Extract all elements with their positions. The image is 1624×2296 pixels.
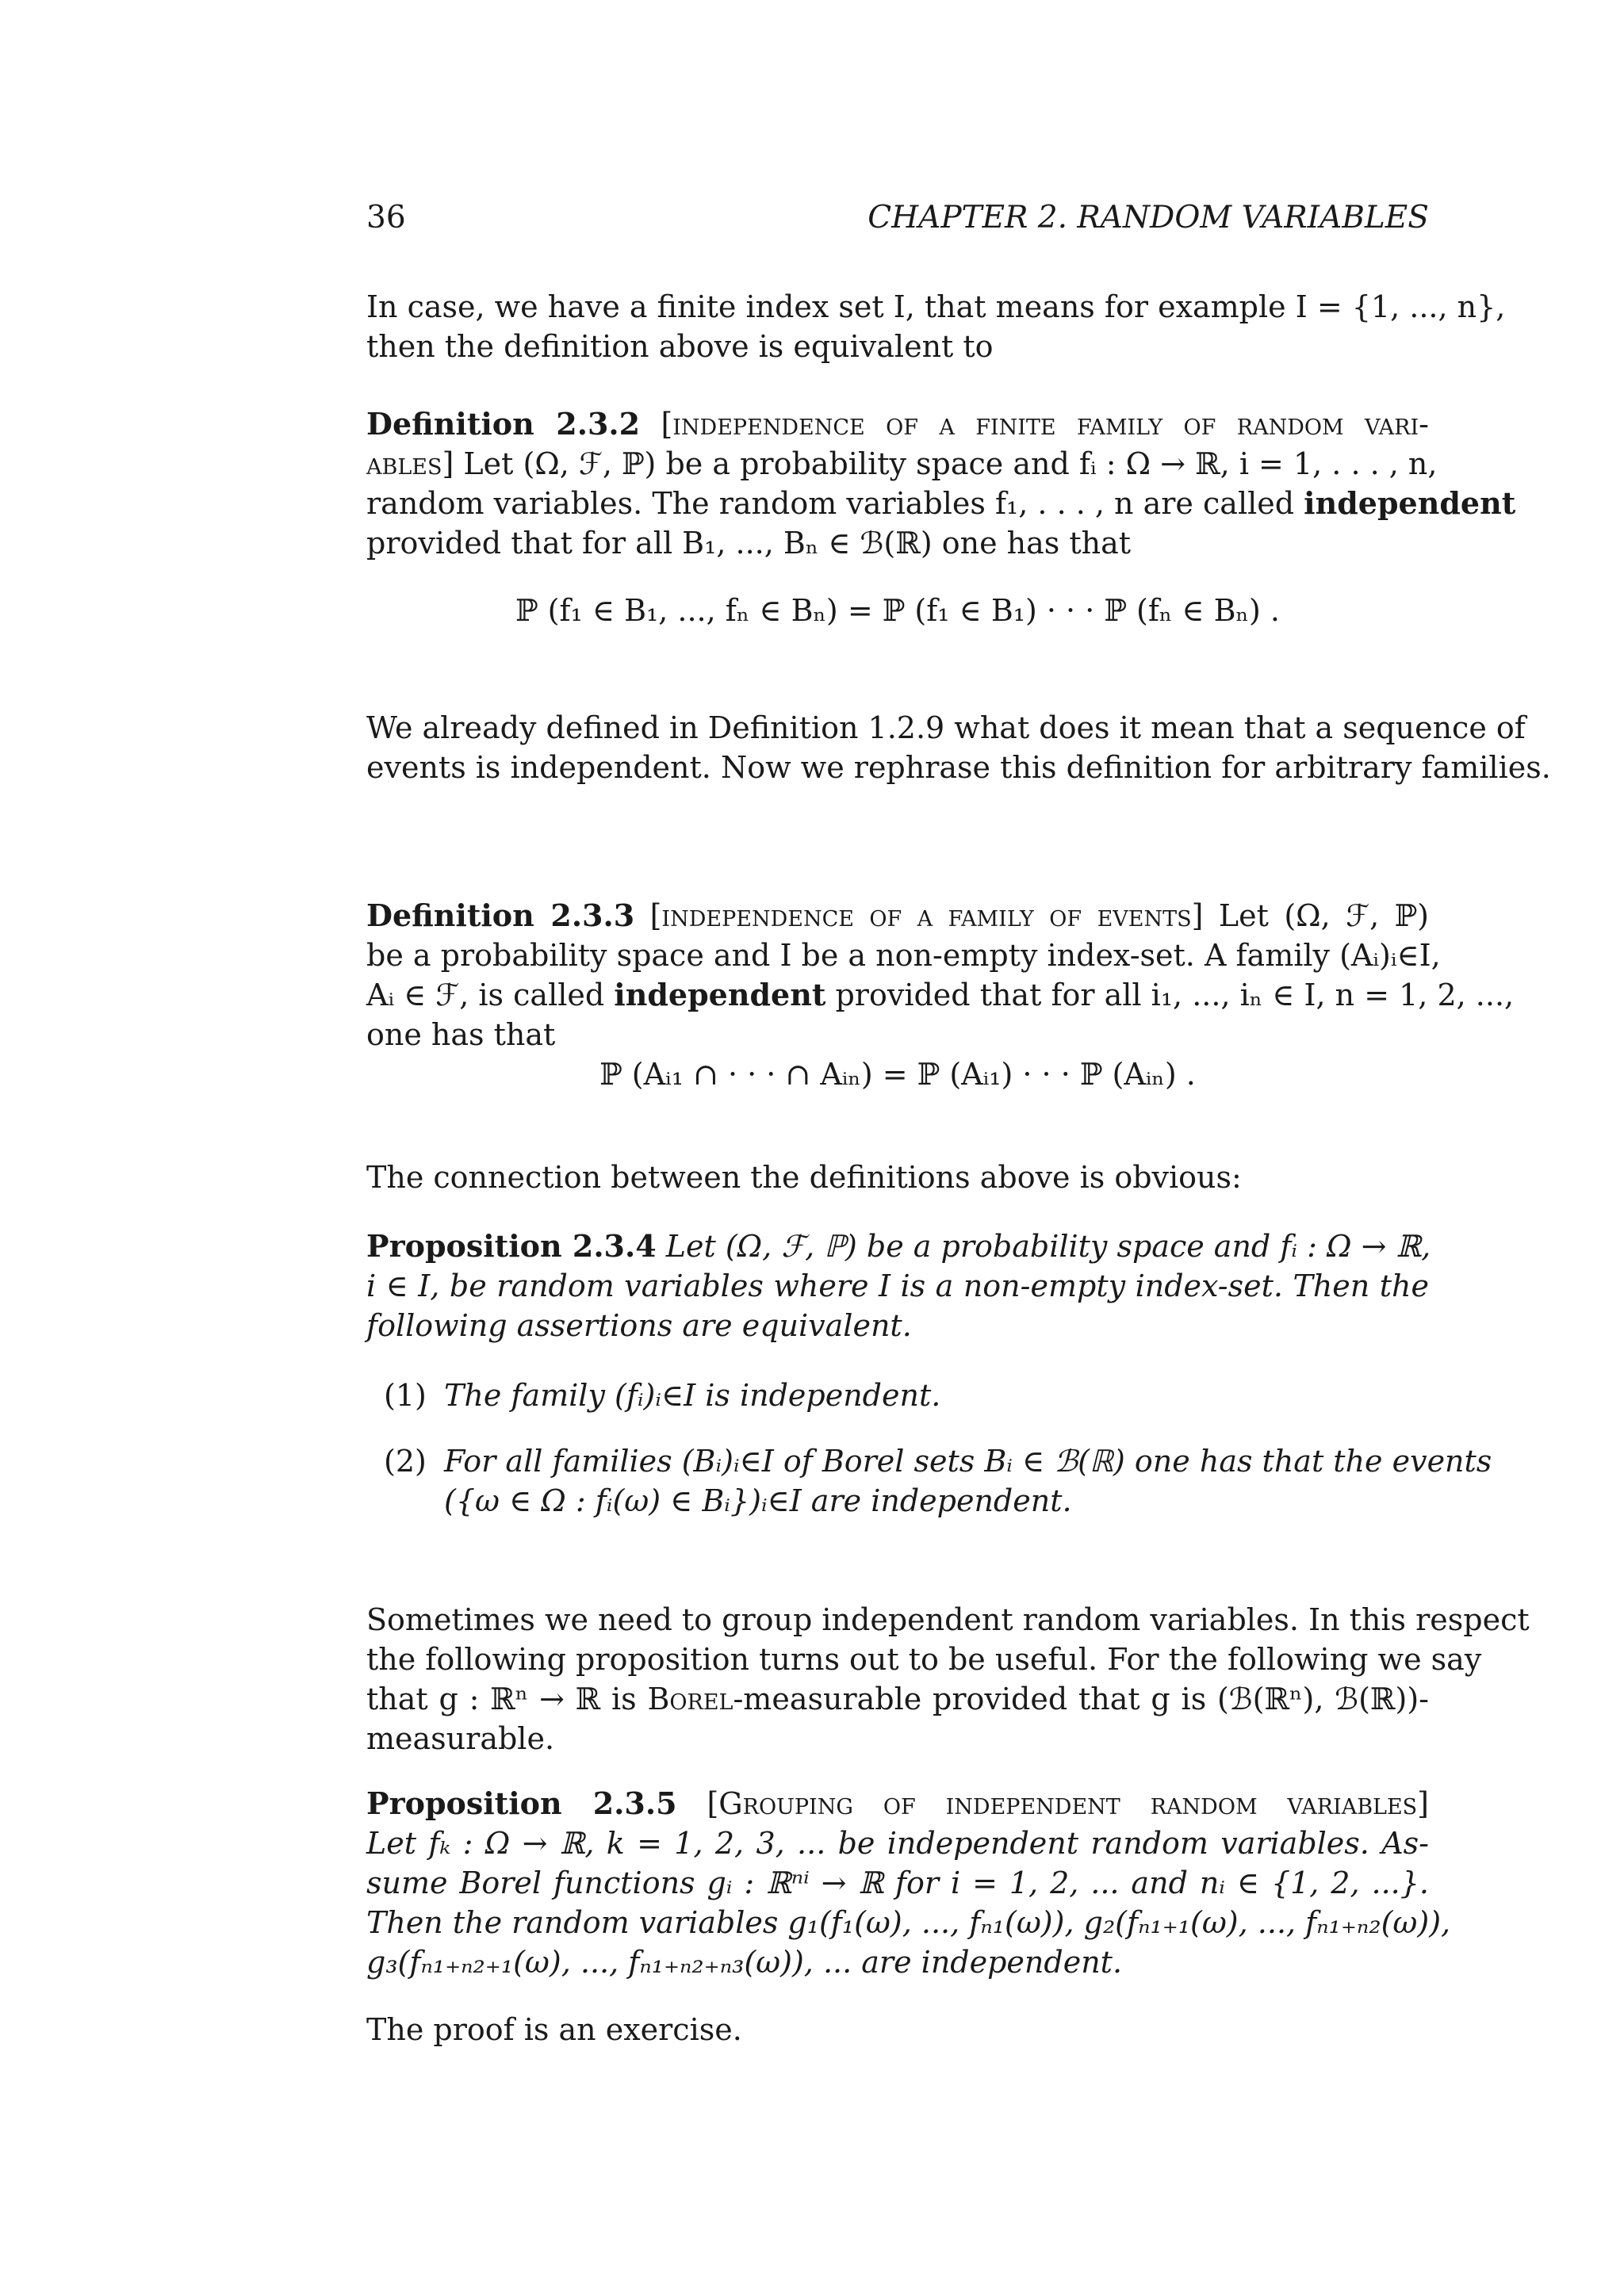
text-line [366, 975, 1515, 1015]
closing-paragraph [366, 2010, 1429, 2049]
paragraph-text: that g : ℝⁿ → ℝ is [366, 1682, 648, 1716]
events-paragraph [366, 708, 1551, 787]
proposition-label: Proposition 2.3.5 [366, 1785, 677, 1821]
definition-label: Definition 2.3.3 [366, 897, 635, 933]
text-line: following assertions are equivalent. [366, 1308, 912, 1343]
definition-text: Let (Ω, ℱ, ℙ) be a probability space and fᵢ : Ω → ℝ, i = 1, . . . , n, [454, 446, 1438, 481]
text-line [366, 444, 1438, 484]
definition-text: Aᵢ ∈ ℱ, is called [366, 978, 615, 1012]
list-item-body [444, 1441, 1492, 1521]
list-item-label: (1) [384, 1378, 427, 1413]
text-line: sume Borel functions gᵢ : ℝⁿⁱ → ℝ for i = 1, 2, ... and nᵢ ∈ {1, 2, ...}. [366, 1866, 1429, 1900]
intro-paragraph [366, 287, 1506, 366]
definition-text: provided that for all i₁, ..., iₙ ∈ I, n = 1, 2, ..., [825, 978, 1515, 1012]
grouping-paragraph [366, 1600, 1530, 1758]
proposition-label: Proposition 2.3.4 [366, 1228, 657, 1264]
proposition-2-3-4 [366, 1226, 1429, 1345]
equation-finite-independence: ℙ (f₁ ∈ B₁, ..., fₙ ∈ Bₙ) = ℙ (f₁ ∈ B₁) · · · ℙ (fₙ ∈ Bₙ) . [515, 593, 1280, 628]
term-independent: independent [1304, 485, 1516, 521]
list-item-body [444, 1376, 1429, 1415]
text-line: one has that [366, 1017, 556, 1052]
text-line [366, 1784, 1429, 1823]
text-line [366, 896, 1429, 936]
text-line: then the definition above is equivalent to [366, 329, 994, 364]
definition-label: Definition 2.3.2 [366, 406, 641, 442]
borel-name: Borel [647, 1682, 733, 1716]
text-line: The connection between the definitions above is obvious: [366, 1160, 1242, 1195]
text-line: events is independent. Now we rephrase this definition for arbitrary families. [366, 750, 1551, 785]
definition-text: random variables. The random variables f₁, . . . , n are called [366, 486, 1304, 521]
definition-title: [independence of a family of events] [649, 898, 1204, 933]
text-line [366, 1679, 1429, 1719]
text-line: ({ω ∈ Ω : fᵢ(ω) ∈ Bᵢ})ᵢ∈I are independent. [444, 1483, 1072, 1518]
proposition-text: Let (Ω, ℱ, ℙ) be a probability space and fᵢ : Ω → ℝ, [656, 1229, 1431, 1264]
text-line: the following proposition turns out to be useful. For the following we say [366, 1642, 1482, 1677]
text-line: Then the random variables g₁(f₁(ω), ..., fₙ₁(ω)), g₂(fₙ₁₊₁(ω), ..., fₙ₁₊ₙ₂(ω)), [366, 1905, 1451, 1940]
text-line: In case, we have a finite index set I, that means for example I = {1, ..., n}, [366, 289, 1506, 324]
list-item-label: (2) [384, 1444, 427, 1479]
definition-2-3-2 [366, 404, 1516, 563]
page-number: 36 [366, 200, 406, 235]
text-line [366, 404, 1429, 444]
connection-paragraph [366, 1158, 1429, 1197]
text-line: For all families (Bᵢ)ᵢ∈I of Borel sets Bᵢ ∈ ℬ(ℝ) one has that the events [444, 1444, 1492, 1479]
text-line: Sometimes we need to group independent random variables. In this respect [366, 1602, 1530, 1637]
text-line: The proof is an exercise. [366, 2012, 742, 2047]
text-line: provided that for all B₁, ..., Bₙ ∈ ℬ(ℝ) one has that [366, 526, 1132, 561]
text-line: We already defined in Definition 1.2.9 what does it mean that a sequence of [366, 710, 1526, 745]
text-line: i ∈ I, be random variables where I is a non-empty index-set. Then the [366, 1269, 1429, 1303]
definition-2-3-3 [366, 896, 1515, 1054]
equation-event-independence: ℙ (Aᵢ₁ ∩ · · · ∩ Aᵢₙ) = ℙ (Aᵢ₁) · · · ℙ (Aᵢₙ) . [599, 1057, 1196, 1092]
text-line: Let fₖ : Ω → ℝ, k = 1, 2, 3, ... be independent random variables. As- [366, 1826, 1429, 1861]
text-line [366, 484, 1516, 523]
proposition-title: [Grouping of independent random variables] [676, 1786, 1429, 1821]
text-line: measurable. [366, 1721, 555, 1756]
text-line: g₃(fₙ₁₊ₙ₂₊₁(ω), ..., fₙ₁₊ₙ₂₊ₙ₃(ω)), ... are independent. [366, 1945, 1123, 1980]
definition-title: [independence of a finite family of random vari- [661, 407, 1429, 442]
proposition-2-3-5 [366, 1784, 1451, 1982]
text-line: The family (fᵢ)ᵢ∈I is independent. [444, 1378, 941, 1413]
chapter-title: CHAPTER 2. RANDOM VARIABLES [868, 200, 1429, 235]
term-independent: independent [614, 977, 826, 1012]
definition-text: Let (Ω, ℱ, ℙ) [1203, 898, 1429, 933]
text-line [366, 1226, 1429, 1266]
text-line: be a probability space and I be a non-empty index-set. A family (Aᵢ)ᵢ∈I, [366, 938, 1441, 973]
running-header [366, 200, 1429, 239]
paragraph-text: -measurable provided that g is (ℬ(ℝⁿ), ℬ(ℝ))- [733, 1682, 1429, 1716]
definition-title-cont: ables] [366, 446, 454, 481]
